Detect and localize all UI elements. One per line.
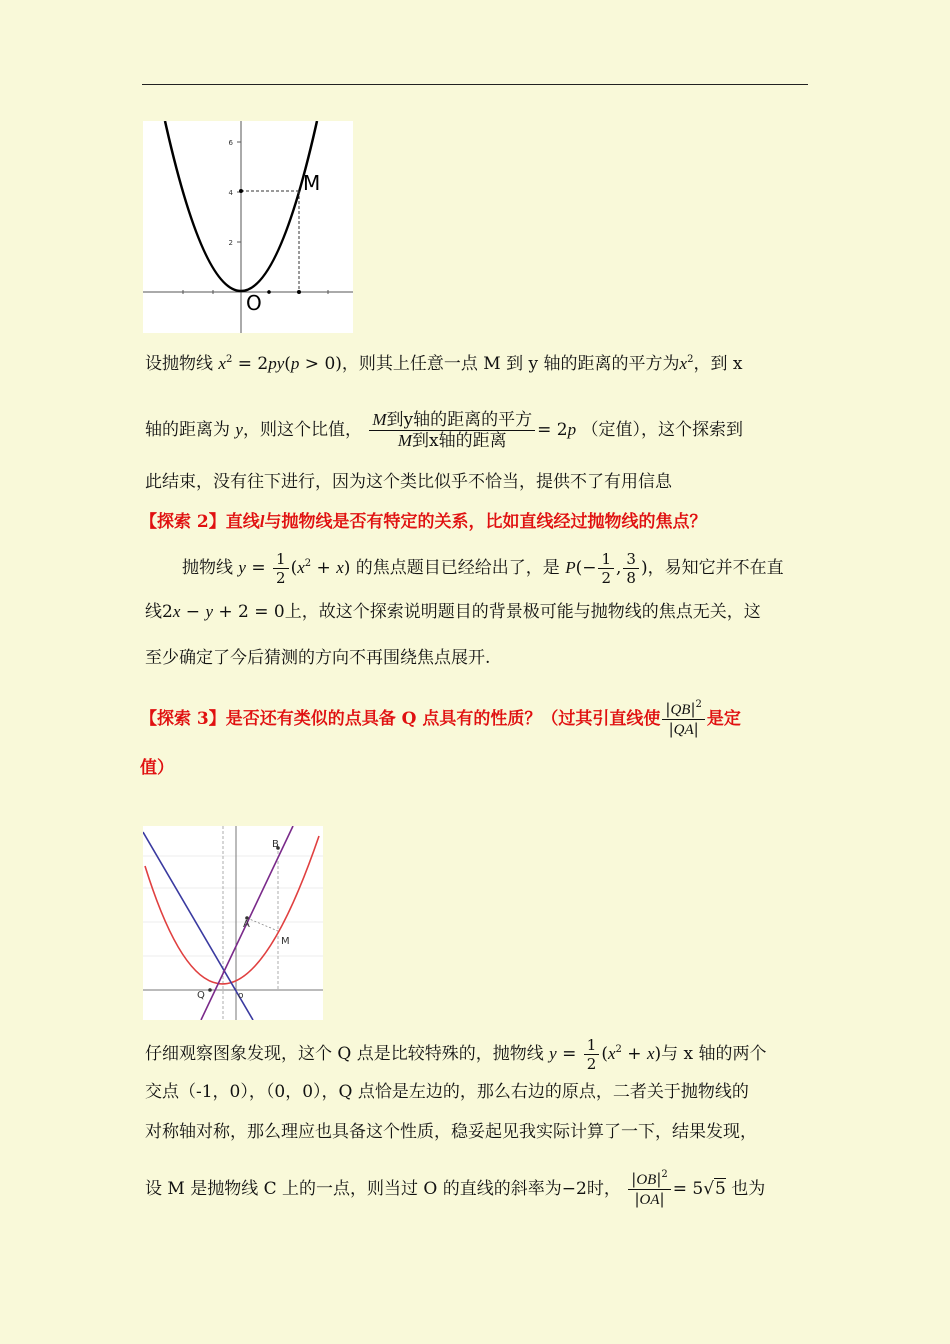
header-rule [142, 84, 808, 85]
explore-2-line-2: 线2x − y + 2 = 0上，故这个探索说明题目的背景极可能与抛物线的焦点无关，这 [145, 602, 761, 622]
explore-2-heading: 【探索 2】直线l与抛物线是否有特定的关系，比如直线经过抛物线的焦点？ [140, 512, 707, 532]
paragraph-1-line-2: 轴的距离为 y，则这个比值， $\frac{\text{M到y轴的距离的平方}}{\text{M到x轴的距离}}$ = 2p （定值），这个探索到 [145, 410, 744, 451]
point-b-label: B [272, 839, 279, 850]
point-m-y-projection [239, 189, 243, 193]
paragraph-2-line-2: 交点（-1，0），（0，0），Q 点恰是左边的，那么右边的原点，二者关于抛物线的 [145, 1082, 749, 1102]
point-q [208, 988, 212, 992]
point-a-label: A [243, 919, 250, 930]
explore-2-line-3: 至少确定了今后猜测的方向不再围绕焦点展开. [145, 648, 491, 668]
y-tick-label: 2 [228, 239, 233, 247]
fraction-one-half: $\frac{1}{2}$ [273, 550, 289, 587]
ratio-ob-oa: $\frac{|OB|^2}{|OA|}$ [628, 1170, 671, 1209]
ratio-qb-qa: $\frac{|QB|^2}{|QA|}$ [662, 700, 705, 739]
parabola-figure-1 [143, 121, 353, 333]
explore-3-heading: 【探索 3】是否还有类似的点具备 Q 点具有的性质？（过其引直线使 $\frac{|QB|^2}{|QA|}$ 是定 [140, 699, 741, 738]
point-q-label: Q [197, 990, 205, 1001]
point-m-label: M [281, 936, 290, 947]
explore-2-line-1: 抛物线 y = $\frac{1}{2}$ $(x^2 + x)$ 的焦点题目已经给出了，是 P(− $\frac{1}{2}$ , $\frac{3}{8}$ )，易知它并不在直 [182, 550, 784, 587]
paragraph-2-line-1: 仔细观察图象发现，这个 Q 点是比较特殊的，抛物线 y = $\frac{1}{2}$ $(x^2 + x)$与 x 轴的两个 [145, 1036, 767, 1073]
fraction-one-half: $\frac{1}{2}$ [584, 1036, 600, 1073]
paragraph-2-line-4: 设 M 是抛物线 C 上的一点，则当过 O 的直线的斜率为−2时， $\frac{|OB|^2}{|OA|}$ = 5√5 也为 [145, 1169, 766, 1208]
y-tick-label: 6 [228, 139, 233, 147]
equation-x-squared: $x^2$ [679, 354, 694, 373]
am-connector [247, 918, 278, 931]
y-tick-label: 4 [228, 189, 233, 197]
focus-point [267, 290, 271, 294]
ratio-fraction: $\frac{\text{M到y轴的距离的平方}}{\text{M到x轴的距离}}$ [369, 410, 535, 451]
fraction-one-half: $\frac{1}{2}$ [598, 550, 614, 587]
paragraph-1-line-3: 此结束，没有往下进行，因为这个类比似乎不恰当，提供不了有用信息 [145, 472, 672, 492]
origin-label: O [246, 291, 262, 315]
origin-label: o [238, 991, 244, 1001]
explore-3-heading-cont: 值） [140, 758, 174, 778]
point-m-label: M [303, 171, 321, 195]
equation-parabola-2py: $x^2 = 2py(p > 0)$ [218, 354, 342, 374]
paragraph-1-line-1: 设抛物线 $x^2 = 2py(p > 0)$，则其上任意一点 M 到 y 轴的距离的平方为$x^2$，到 x [145, 354, 743, 374]
parabola-figure-2 [143, 826, 323, 1020]
fraction-three-eighths: $\frac{3}{8}$ [623, 550, 639, 587]
equation-line: 2x − y + 2 = 0 [162, 602, 285, 622]
parabola-curve [145, 836, 319, 984]
point-m-x-projection [297, 290, 301, 294]
paragraph-2-line-3: 对称轴对称，那么理应也具备这个性质，稳妥起见我实际计算了一下，结果发现， [145, 1122, 757, 1142]
